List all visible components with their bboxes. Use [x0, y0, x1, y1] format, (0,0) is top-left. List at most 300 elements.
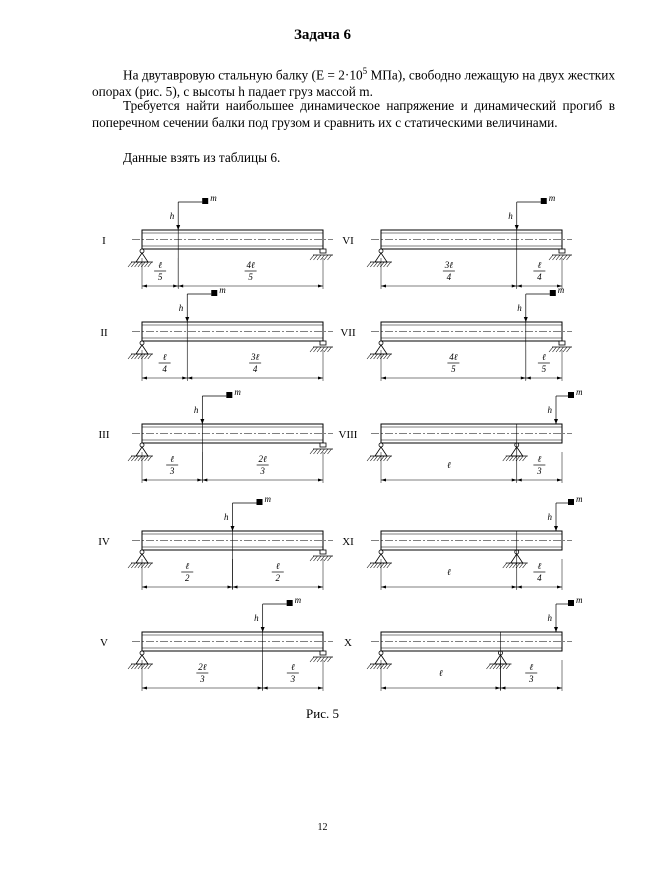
height-label: h: [547, 512, 552, 522]
dim-numerator: 3ℓ: [251, 352, 260, 362]
dim-denominator: 5: [157, 272, 163, 282]
dim-numerator: ℓ: [290, 662, 295, 672]
problem-title: Задача 6: [293, 27, 352, 43]
dim-denominator: 4: [537, 272, 542, 282]
ground-hatch: [310, 255, 314, 260]
dimension-label: [181, 561, 193, 583]
ground-hatch: [563, 255, 567, 260]
ground-hatch: [324, 556, 328, 561]
dimension-label: [245, 260, 257, 282]
dimension-label: [533, 454, 545, 476]
ground-hatch: [131, 354, 135, 359]
dimension-label: [154, 260, 166, 282]
ground-hatch: [131, 563, 135, 568]
mass-block: [568, 499, 574, 505]
ground-hatch: [145, 664, 149, 669]
beam-scheme-x: [344, 595, 583, 691]
dimension-arrow: [173, 285, 178, 288]
ground-hatch: [567, 255, 571, 260]
ground-hatch: [128, 664, 132, 669]
ground-hatch: [549, 347, 553, 352]
ground-hatch: [370, 563, 374, 568]
ground-hatch: [138, 262, 142, 267]
beam-scheme-iv: [98, 494, 333, 590]
mass-block: [568, 392, 574, 398]
dim-denominator: 2: [275, 573, 280, 583]
ground-hatch: [367, 262, 371, 267]
dimension-arrow: [233, 586, 238, 589]
ground-hatch: [367, 456, 371, 461]
height-label: h: [547, 613, 552, 623]
ground-hatch: [384, 354, 388, 359]
dimension-arrow: [197, 479, 202, 482]
dimension-arrow: [318, 479, 323, 482]
ground-hatch: [148, 456, 152, 461]
ground-hatch: [367, 664, 371, 669]
ground-hatch: [549, 255, 553, 260]
ground-hatch: [387, 262, 391, 267]
roller-support: [310, 249, 333, 260]
height-label: h: [547, 405, 552, 415]
mass-label: m: [576, 494, 583, 504]
page-number: 12: [317, 822, 328, 833]
dimension-label: [196, 662, 208, 684]
dimension-arrow: [263, 687, 268, 690]
scheme-number: V: [100, 637, 108, 649]
dim-denominator: 3: [290, 674, 296, 684]
height-label: h: [169, 211, 175, 221]
beam-scheme-viii: [339, 387, 583, 483]
mass-block: [211, 290, 217, 296]
dim-numerator: 4ℓ: [449, 352, 458, 362]
ground-hatch: [128, 354, 132, 359]
dim-length: ℓ: [438, 668, 443, 678]
ground-hatch: [328, 449, 332, 454]
ground-hatch: [553, 255, 557, 260]
scheme-number: IV: [98, 536, 110, 548]
dimension-label: [533, 260, 545, 282]
mass-label: m: [210, 193, 217, 203]
pin-support: [367, 550, 392, 568]
ground-hatch: [138, 456, 142, 461]
dimension-arrow: [182, 377, 187, 380]
ground-hatch: [314, 657, 318, 662]
ground-hatch: [377, 262, 381, 267]
drop-arrow: [231, 526, 235, 531]
ground-hatch: [135, 563, 139, 568]
dim-denominator: 4: [537, 573, 542, 583]
dimension-label: [249, 352, 261, 374]
roller-support: [310, 651, 333, 662]
dimension-arrow: [381, 687, 386, 690]
ground-hatch: [128, 262, 132, 267]
ground-hatch: [145, 262, 149, 267]
dimension-arrow: [381, 586, 386, 589]
dimension-label: [525, 662, 537, 684]
dimension-arrow: [142, 285, 147, 288]
ground-hatch: [328, 255, 332, 260]
roller-block: [320, 651, 326, 655]
dim-denominator: 5: [248, 272, 253, 282]
dimension-arrow: [142, 479, 147, 482]
paragraph-2: Требуется найти наибольшее динамическое напряжение и динамический прогиб в поперечном сечении балки под грузом и сравнить их с статическими величинами.: [92, 98, 615, 130]
ground-hatch: [128, 563, 132, 568]
dimension-arrow: [521, 377, 526, 380]
ground-hatch: [387, 456, 391, 461]
ground-hatch: [138, 563, 142, 568]
roller-block: [320, 341, 326, 345]
mass-label: m: [219, 285, 226, 295]
pin-support: [128, 341, 153, 359]
ground-hatch: [317, 347, 321, 352]
ground-hatch: [503, 456, 507, 461]
scheme-number: III: [98, 429, 110, 441]
pin-support: [367, 443, 392, 461]
dimension-arrow: [517, 285, 522, 288]
ground-hatch: [384, 664, 388, 669]
ground-hatch: [493, 664, 497, 669]
roller-block: [559, 249, 565, 253]
ground-hatch: [374, 262, 378, 267]
ground-hatch: [145, 354, 149, 359]
height-label: h: [508, 211, 513, 221]
beam-scheme-xi: [342, 494, 583, 590]
dimension-arrow: [142, 687, 147, 690]
ground-hatch: [387, 563, 391, 568]
dim-denominator: 5: [451, 364, 456, 374]
pin-support: [367, 651, 392, 669]
dim-length: ℓ: [447, 460, 451, 470]
ground-hatch: [374, 563, 378, 568]
pin-support: [128, 443, 153, 461]
ground-hatch: [384, 563, 388, 568]
ground-hatch: [324, 657, 328, 662]
ground-hatch: [321, 449, 325, 454]
mass-block: [568, 600, 574, 606]
dimension-label: [272, 561, 284, 583]
dimension-arrow: [512, 586, 517, 589]
ground-hatch: [560, 347, 564, 352]
dimension-arrow: [228, 586, 233, 589]
mass-block: [257, 499, 263, 505]
dimension-arrow: [512, 285, 517, 288]
dim-numerator: ℓ: [529, 662, 534, 672]
mass-label: m: [548, 193, 556, 203]
dim-numerator: ℓ: [537, 561, 542, 571]
dim-numerator: ℓ: [158, 260, 162, 270]
ground-hatch: [131, 456, 135, 461]
ground-hatch: [135, 354, 139, 359]
roller-block: [320, 443, 326, 447]
ground-hatch: [314, 556, 318, 561]
dimension-arrow: [517, 479, 522, 482]
ground-hatch: [148, 262, 152, 267]
beam-scheme-vi: [342, 193, 572, 289]
mass-block: [226, 392, 232, 398]
scheme-number: VI: [342, 235, 354, 247]
ground-hatch: [370, 664, 374, 669]
ground-hatch: [377, 664, 381, 669]
dimension-arrow: [381, 479, 386, 482]
scheme-number: VII: [340, 327, 356, 339]
ground-hatch: [490, 664, 494, 669]
ground-hatch: [370, 456, 374, 461]
drop-arrow: [200, 419, 204, 424]
ground-hatch: [374, 664, 378, 669]
ground-hatch: [314, 449, 318, 454]
dimension-arrow: [557, 479, 562, 482]
ground-hatch: [496, 664, 500, 669]
dimension-label: [257, 454, 269, 476]
ground-hatch: [377, 354, 381, 359]
ground-hatch: [509, 563, 513, 568]
dimension-arrow: [500, 687, 505, 690]
ground-hatch: [317, 657, 321, 662]
ground-hatch: [374, 354, 378, 359]
pin-support: [367, 341, 392, 359]
ground-hatch: [321, 657, 325, 662]
ground-hatch: [523, 563, 527, 568]
pin-support: [128, 651, 153, 669]
dim-denominator: 4: [162, 364, 167, 374]
ground-hatch: [148, 563, 152, 568]
pin-support: [503, 443, 528, 461]
roller-support: [549, 341, 572, 352]
ground-hatch: [131, 262, 135, 267]
ground-hatch: [310, 657, 314, 662]
dim-numerator: ℓ: [542, 352, 546, 362]
figure-caption: Рис. 5: [306, 706, 339, 721]
drop-arrow: [554, 526, 558, 531]
ground-hatch: [324, 449, 328, 454]
dimension-arrow: [187, 377, 192, 380]
roller-support: [310, 443, 333, 454]
exponent: 5: [362, 66, 368, 76]
ground-hatch: [310, 449, 314, 454]
ground-hatch: [314, 255, 318, 260]
dim-numerator: 4ℓ: [246, 260, 255, 270]
mass-label: m: [264, 494, 271, 504]
pin-support: [486, 651, 511, 669]
ground-hatch: [560, 255, 564, 260]
ground-hatch: [328, 556, 332, 561]
ground-hatch: [138, 664, 142, 669]
ground-hatch: [503, 664, 507, 669]
drop-arrow: [515, 225, 519, 230]
ground-hatch: [387, 664, 391, 669]
ground-hatch: [519, 563, 523, 568]
beam-scheme-i: [102, 193, 333, 289]
ground-hatch: [321, 556, 325, 561]
ground-hatch: [506, 563, 510, 568]
paragraph-1-rest: МПа), свободно лежащую на двух жестких опорах (рис. 5), с высоты h падает груз массой m.: [92, 67, 615, 100]
dimension-arrow: [318, 377, 323, 380]
pin-support: [367, 249, 392, 267]
beam-scheme-ii: [100, 285, 333, 381]
scheme-number: XI: [342, 536, 354, 548]
ground-hatch: [367, 563, 371, 568]
ground-hatch: [486, 664, 490, 669]
mass-label: m: [234, 387, 241, 397]
ground-hatch: [370, 354, 374, 359]
ground-hatch: [310, 556, 314, 561]
ground-hatch: [138, 354, 142, 359]
scheme-number: I: [102, 235, 106, 247]
scheme-number: II: [100, 327, 108, 339]
pin-support: [503, 550, 528, 568]
dim-denominator: 3: [260, 466, 265, 476]
mass-label: m: [576, 387, 583, 397]
dim-numerator: 2ℓ: [258, 454, 267, 464]
ground-hatch: [377, 563, 381, 568]
dimension-arrow: [258, 687, 263, 690]
dimension-label: [538, 352, 550, 374]
ground-hatch: [310, 347, 314, 352]
dimension-arrow: [557, 586, 562, 589]
mass-label: m: [576, 595, 583, 605]
dim-length: ℓ: [447, 567, 451, 577]
dimension-arrow: [381, 285, 386, 288]
ground-hatch: [317, 255, 321, 260]
dim-denominator: 2: [185, 573, 190, 583]
dimension-label: [447, 460, 451, 470]
ground-hatch: [519, 456, 523, 461]
mass-block: [541, 198, 547, 204]
ground-hatch: [513, 563, 517, 568]
ground-hatch: [563, 347, 567, 352]
roller-support: [549, 249, 572, 260]
height-label: h: [193, 405, 199, 415]
roller-block: [320, 550, 326, 554]
dim-numerator: ℓ: [162, 352, 167, 362]
mass-block: [287, 600, 293, 606]
ground-hatch: [567, 347, 571, 352]
ground-hatch: [506, 664, 510, 669]
dim-numerator: ℓ: [275, 561, 280, 571]
dimension-label: [166, 454, 178, 476]
ground-hatch: [553, 347, 557, 352]
dimension-arrow: [557, 377, 562, 380]
ground-hatch: [135, 262, 139, 267]
dim-numerator: ℓ: [170, 454, 175, 464]
drop-arrow: [554, 419, 558, 424]
dim-denominator: 4: [446, 272, 452, 282]
height-label: h: [517, 303, 522, 313]
roller-block: [320, 249, 326, 253]
ground-hatch: [328, 657, 332, 662]
ground-hatch: [135, 456, 139, 461]
ground-hatch: [509, 456, 513, 461]
ground-hatch: [317, 556, 321, 561]
ground-hatch: [367, 354, 371, 359]
dimension-arrow: [557, 687, 562, 690]
ground-hatch: [131, 664, 135, 669]
scheme-number: VIII: [338, 429, 358, 441]
ground-hatch: [506, 456, 510, 461]
height-label: h: [224, 512, 229, 522]
ground-hatch: [556, 255, 560, 260]
dimension-arrow: [318, 586, 323, 589]
dimension-arrow: [202, 479, 207, 482]
dimension-label: [447, 567, 451, 577]
mass-label: m: [294, 595, 302, 605]
dimension-label: [447, 352, 459, 374]
ground-hatch: [317, 449, 321, 454]
scheme-number: X: [344, 637, 352, 649]
ground-hatch: [556, 347, 560, 352]
dimension-arrow: [495, 687, 500, 690]
mass-block: [202, 198, 208, 204]
ground-hatch: [377, 456, 381, 461]
pin-support: [128, 249, 153, 267]
dim-numerator: 2ℓ: [198, 662, 207, 672]
ground-hatch: [374, 456, 378, 461]
mass-block: [550, 290, 556, 296]
ground-hatch: [513, 456, 517, 461]
roller-support: [310, 341, 333, 352]
dim-denominator: 3: [528, 674, 534, 684]
ground-hatch: [321, 347, 325, 352]
dim-denominator: 3: [537, 466, 542, 476]
beam-scheme-iii: [99, 387, 334, 483]
dim-numerator: ℓ: [537, 454, 542, 464]
ground-hatch: [328, 347, 332, 352]
drop-arrow: [261, 627, 265, 632]
dim-numerator: ℓ: [537, 260, 542, 270]
ground-hatch: [148, 354, 152, 359]
dim-numerator: 3ℓ: [444, 260, 453, 270]
dimension-label: [533, 561, 545, 583]
dim-denominator: 4: [252, 364, 258, 374]
dimension-arrow: [318, 687, 323, 690]
dim-denominator: 3: [200, 674, 205, 684]
ground-hatch: [148, 664, 152, 669]
dimension-arrow: [142, 377, 147, 380]
dimension-arrow: [526, 377, 531, 380]
ground-hatch: [145, 563, 149, 568]
dimension-label: [443, 260, 455, 282]
ground-hatch: [135, 664, 139, 669]
dimension-arrow: [517, 586, 522, 589]
dimension-arrow: [142, 586, 147, 589]
ground-hatch: [128, 456, 132, 461]
roller-block: [559, 341, 565, 345]
ground-hatch: [314, 347, 318, 352]
ground-hatch: [370, 262, 374, 267]
dim-denominator: 5: [541, 364, 547, 374]
dimension-label: [287, 662, 299, 684]
dimension-arrow: [381, 377, 386, 380]
drop-arrow: [185, 317, 189, 322]
ground-hatch: [503, 563, 507, 568]
ground-hatch: [387, 354, 391, 359]
beam-scheme-vii: [340, 285, 572, 381]
paragraph-1-text: На двутавровую стальную балку (Е = 2·10: [123, 67, 363, 83]
dimension-label: [159, 352, 171, 374]
pin-support: [128, 550, 153, 568]
ground-hatch: [384, 456, 388, 461]
drop-arrow: [524, 317, 528, 322]
beam-scheme-v: [100, 595, 333, 691]
dimension-label: [439, 668, 443, 678]
ground-hatch: [145, 456, 149, 461]
height-label: h: [254, 613, 259, 623]
drop-arrow: [554, 627, 558, 632]
dimension-arrow: [318, 285, 323, 288]
dimension-arrow: [512, 479, 517, 482]
dim-denominator: 3: [169, 466, 175, 476]
drop-arrow: [176, 225, 180, 230]
